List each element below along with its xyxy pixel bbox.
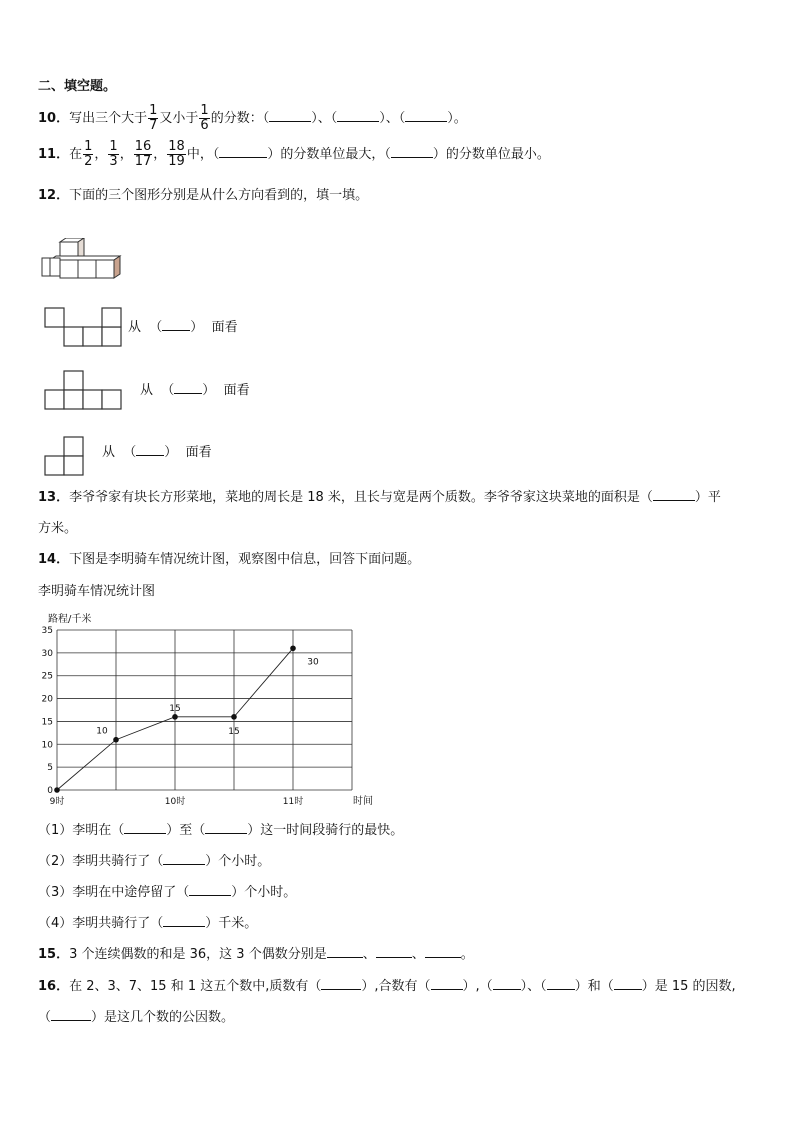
- answer-blank[interactable]: [405, 110, 447, 122]
- view-label-2: 从 （ ） 面看: [140, 383, 250, 398]
- chart-title: 李明骑车情况统计图: [38, 584, 156, 599]
- q14-sub4: （4）李明共骑行了（ ）千米。: [38, 916, 258, 931]
- question-12: [38, 187, 368, 205]
- cube-solid-figure: [40, 238, 130, 288]
- answer-blank[interactable]: [391, 146, 433, 158]
- q13-number: 13．: [38, 490, 70, 505]
- q16-number: 16．: [38, 979, 70, 994]
- data-point: [290, 645, 296, 651]
- fraction-16-17: $\frac{16}{17}$: [134, 139, 152, 169]
- data-point: [54, 787, 60, 793]
- q10-text-a: 写出三个大于: [69, 111, 148, 126]
- y-tick-label: 0: [47, 786, 53, 796]
- section-title: 二、填空题。: [38, 79, 117, 94]
- x-tick-label: 9时: [49, 797, 65, 807]
- answer-blank[interactable]: [376, 946, 412, 958]
- q12-text: 下面的三个图形分别是从什么方向看到的，填一填。: [69, 188, 369, 203]
- q10-text-c: 的分数：（: [210, 111, 270, 126]
- y-tick-labels: [42, 626, 54, 796]
- answer-blank[interactable]: [337, 110, 379, 122]
- q14-number: 14．: [38, 552, 70, 567]
- answer-blank[interactable]: [163, 853, 205, 865]
- q12-number: 12．: [38, 188, 70, 203]
- question-16: 16．在 2、3、7、15 和 1 这五个数中,质数有（ ）,合数有（ ）,（ ）、（ ）和（ ）是 15 的因数,: [38, 979, 736, 994]
- answer-blank[interactable]: [219, 146, 267, 158]
- q14-sub3: （3）李明在中途停留了（ ）个小时。: [38, 885, 297, 900]
- y-tick-label: 35: [41, 626, 53, 636]
- fraction-1-6: $\frac{1}{6}$: [200, 103, 209, 133]
- answer-blank[interactable]: [614, 978, 642, 990]
- answer-blank[interactable]: [162, 319, 190, 331]
- answer-blank[interactable]: [431, 978, 463, 990]
- answer-blank[interactable]: [163, 915, 205, 927]
- fraction-1-7: $\frac{1}{7}$: [149, 103, 158, 133]
- q11-comma: ，: [153, 147, 167, 162]
- view-label-1: 从 （ ） 面看: [128, 320, 238, 335]
- chart-series: [54, 645, 319, 792]
- q15-number: 15．: [38, 947, 70, 962]
- data-point: [231, 714, 237, 720]
- q13-line1: 李爷爷家有块长方形菜地，菜地的周长是 18 米，且长与宽是两个质数。李爷爷家这块菜地的面积是（: [69, 490, 653, 505]
- data-label: 15: [228, 726, 240, 737]
- question-11: [38, 140, 550, 169]
- y-axis-label: 路程/千米: [48, 614, 92, 625]
- q11-text-d: ）的分数单位最小。: [432, 147, 550, 162]
- x-tick-label: 10时: [164, 797, 186, 807]
- q11-comma: ，: [94, 147, 108, 162]
- x-tick-label: 11时: [282, 797, 304, 807]
- chart-grid: [57, 630, 352, 790]
- view-label-3: 从 （ ） 面看: [102, 445, 212, 460]
- question-10: [38, 104, 467, 133]
- answer-blank[interactable]: [327, 946, 363, 958]
- q10-sep: ）、（: [311, 111, 338, 126]
- q14-sub2: （2）李明共骑行了（ ）个小时。: [38, 854, 271, 869]
- data-point: [172, 714, 178, 720]
- answer-blank[interactable]: [425, 946, 461, 958]
- view-figure-1: [44, 307, 124, 347]
- question-13: [38, 489, 721, 507]
- question-15: 15．3 个连续偶数的和是 36，这 3 个偶数分别是 、 、 。: [38, 947, 474, 962]
- answer-blank[interactable]: [51, 1009, 91, 1021]
- answer-blank[interactable]: [493, 978, 521, 990]
- q10-text-b: 又小于: [159, 111, 199, 126]
- answer-blank[interactable]: [321, 978, 361, 990]
- q10-sep: ）、（: [379, 111, 406, 126]
- y-tick-label: 5: [47, 763, 53, 774]
- answer-blank[interactable]: [124, 822, 166, 834]
- fraction-18-19: $\frac{18}{19}$: [168, 139, 185, 169]
- y-tick-label: 15: [41, 717, 53, 728]
- answer-blank[interactable]: [547, 978, 575, 990]
- answer-blank[interactable]: [269, 110, 311, 122]
- fraction-1-2: $\frac{1}{2}$: [84, 139, 93, 169]
- q11-text-c: ）的分数单位最大，（: [267, 147, 391, 162]
- x-tick-labels: [50, 795, 304, 807]
- data-label: 10: [96, 726, 108, 737]
- q10-number: 10．: [38, 111, 70, 126]
- answer-blank[interactable]: [205, 822, 247, 834]
- y-tick-label: 10: [41, 740, 53, 751]
- q13-line2: 方米。: [38, 521, 78, 536]
- y-tick-label: 20: [41, 694, 53, 705]
- q11-number: 11．: [38, 147, 70, 162]
- y-tick-label: 25: [41, 671, 53, 682]
- answer-blank[interactable]: [189, 884, 231, 896]
- q11-text-b: 中，（: [186, 147, 220, 162]
- q14-sub1: （1）李明在（ ）至（ ）这一时间段骑行的最快。: [38, 823, 404, 838]
- data-point: [113, 737, 119, 743]
- q13-line1-end: ）平: [694, 490, 721, 505]
- answer-blank[interactable]: [653, 489, 695, 501]
- q11-comma: ，: [119, 147, 133, 162]
- view-figure-2: [44, 370, 124, 412]
- q10-end: ）。: [447, 111, 467, 126]
- question-14: [38, 551, 420, 569]
- data-label: 15: [169, 703, 181, 714]
- answer-blank[interactable]: [136, 444, 164, 456]
- q14-text: 下图是李明骑车情况统计图，观察图中信息，回答下面问题。: [69, 552, 421, 567]
- y-tick-label: 30: [41, 648, 53, 659]
- fraction-1-3: $\frac{1}{3}$: [109, 139, 118, 169]
- data-label: 30: [307, 657, 319, 668]
- q11-text-a: 在: [69, 147, 83, 162]
- q16-line2: （ ）是这几个数的公因数。: [38, 1010, 235, 1025]
- x-axis-label: 时间: [353, 796, 373, 807]
- answer-blank[interactable]: [174, 382, 202, 394]
- line-chart: [30, 608, 390, 813]
- view-figure-3: [44, 436, 86, 478]
